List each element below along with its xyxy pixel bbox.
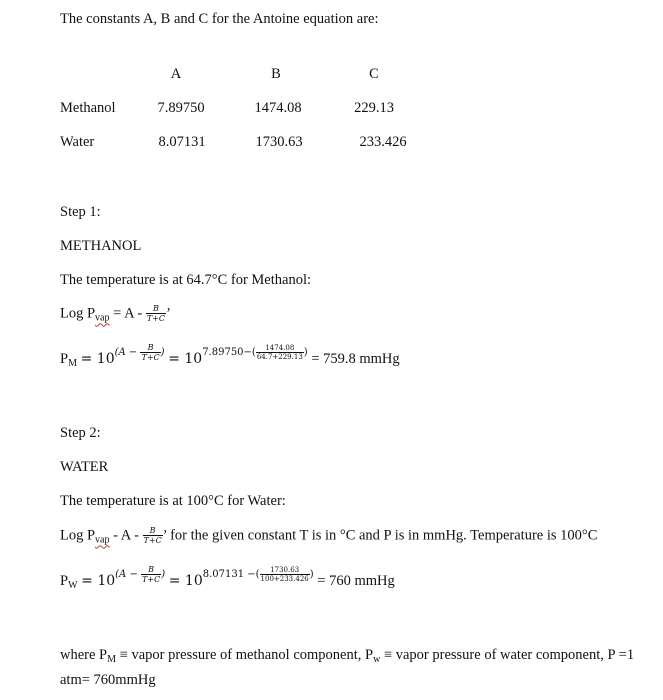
step2-temperature-text: The temperature is at 100°C for Water: bbox=[60, 493, 286, 509]
numeric-exponent: 8.07131 −( 1730.63 100+233.426 ) bbox=[202, 565, 314, 583]
intro-text: The constants A, B and C for the Antoine equation are: bbox=[60, 11, 379, 27]
row-label-methanol: Methanol bbox=[60, 100, 116, 116]
cell-methanol-a: 7.89750 bbox=[157, 100, 205, 116]
cell-water-b: 1730.63 bbox=[255, 134, 303, 150]
equals-a-minus: = A - bbox=[113, 305, 143, 322]
step2-pressure-calculation: $P_W = 10^{(A - \frac{B}{T+C} )} = 10^{8.07131 -( \frac{1730.63}{100+233.426} )} = 760$ mmHg bbox=[60, 564, 395, 591]
column-header-b: B bbox=[271, 66, 281, 82]
step2-substance: WATER bbox=[60, 459, 109, 475]
step2-result: = 760 mmHg bbox=[317, 573, 395, 589]
column-header-c: C bbox=[369, 66, 379, 82]
minus-a-minus: - A - bbox=[113, 527, 139, 544]
step2-description: ’ for the given constant T is in °C and P is in mmHg. Temperature is 100°C bbox=[162, 527, 598, 544]
pw-label: P bbox=[60, 573, 69, 589]
footer-definitions: where $P_M$ ≡ vapor pressure of methanol component, $P_w$ ≡ vapor pressure of water component, P =1 bbox=[60, 647, 635, 665]
vap-subscript: vap bbox=[95, 312, 110, 324]
step1-pressure-calculation: $P_M = 10^{(A - \frac{B}{T+C} )} = 10^{7.89750-( \frac{1474.08}{64.7+229.13} )} = 759.8$ mmHg bbox=[60, 342, 400, 369]
equals-ten: = 10 bbox=[81, 573, 116, 589]
step2-heading: Step 2: bbox=[60, 425, 101, 441]
cell-water-c: 233.426 bbox=[359, 134, 407, 150]
pm-label: P bbox=[60, 351, 69, 367]
footer-atm-line: atm= 760mmHg bbox=[60, 672, 156, 688]
step1-result: = 759.8 mmHg bbox=[311, 351, 400, 367]
cell-methanol-b: 1474.08 bbox=[254, 100, 302, 116]
column-header-a: A bbox=[170, 66, 182, 82]
log-p-label: Log P bbox=[60, 305, 96, 322]
step2-log-equation bbox=[60, 527, 597, 545]
step1-temperature-text: The temperature is at 64.7°C for Methanol: bbox=[60, 272, 312, 288]
equals-ten-numeric: = 10 bbox=[168, 351, 203, 367]
general-exponent: (A − B T+C ) bbox=[114, 342, 165, 362]
cell-methanol-c: 229.13 bbox=[354, 100, 394, 116]
step1-substance: METHANOL bbox=[60, 238, 142, 254]
numeric-exponent: 7.89750−( 1474.08 64.7+229.13 ) bbox=[202, 343, 308, 361]
step1-log-equation bbox=[60, 305, 171, 323]
vap-subscript: vap bbox=[95, 534, 110, 546]
b-over-tc-fraction: $\frac{B}{T+C}$ bbox=[143, 526, 162, 545]
cell-water-a: 8.07131 bbox=[158, 134, 206, 150]
log-p-label: Log P bbox=[60, 527, 96, 544]
equals-ten-numeric: = 10 bbox=[168, 573, 203, 589]
equals-ten: = 10 bbox=[80, 351, 115, 367]
step1-heading: Step 1: bbox=[60, 204, 101, 220]
trailing-mark: ’ bbox=[166, 305, 171, 322]
general-exponent: (A − B T+C ) bbox=[115, 564, 166, 584]
b-over-tc-fraction: $\frac{B}{T+C}$ bbox=[146, 304, 166, 323]
row-label-water: Water bbox=[60, 134, 95, 150]
